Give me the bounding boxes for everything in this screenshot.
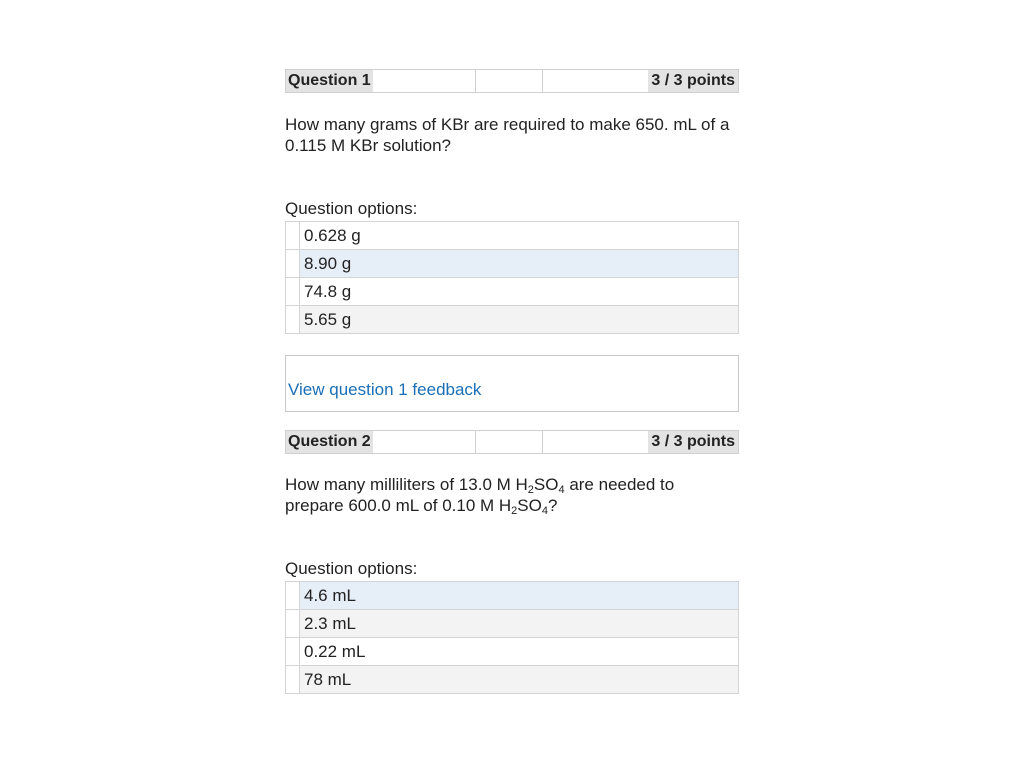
question-1-options-label: Question options: [285, 199, 418, 218]
question-2-option[interactable] [286, 666, 738, 694]
option-marker [286, 250, 300, 277]
question-2-points-cell [543, 431, 738, 453]
question-2-text [285, 474, 725, 516]
option-label: 5.65 g [300, 306, 738, 333]
question-2-text-part: How many milliliters of 13.0 M H [285, 475, 528, 494]
question-2-options-label: Question options: [285, 559, 418, 578]
question-2-text-part: are needed to prepare 600.0 mL of 0.10 M H [285, 475, 675, 515]
question-1-option-selected[interactable] [286, 250, 738, 278]
question-2-text-part: ? [547, 496, 558, 515]
question-1-option[interactable] [286, 306, 738, 334]
question-2-title-cell [286, 431, 476, 453]
option-marker [286, 306, 300, 333]
question-2-header [285, 430, 739, 454]
question-2-title: Question 2 [286, 431, 373, 453]
question-2-empty-cell [476, 431, 543, 453]
question-2-text-part: SO [533, 475, 559, 494]
question-2-option[interactable] [286, 638, 738, 666]
subscript: 2 [527, 484, 534, 496]
option-label: 8.90 g [300, 250, 738, 277]
question-2-text-part: SO [517, 496, 542, 515]
question-2-option-selected[interactable] [286, 582, 738, 610]
question-1-title: Question 1 [286, 70, 373, 92]
question-1-text: How many grams of KBr are required to make 650. mL of a 0.115 M KBr solution? [285, 115, 730, 155]
question-1-title-cell [286, 70, 476, 92]
option-label: 2.3 mL [300, 610, 738, 637]
question-2-points: 3 / 3 points [648, 431, 738, 453]
question-1-options-list [285, 221, 739, 334]
subscript: 4 [558, 484, 565, 496]
option-marker [286, 222, 300, 249]
question-1-feedback-box [285, 355, 739, 412]
question-1-empty-cell [476, 70, 543, 92]
question-1-option[interactable] [286, 278, 738, 306]
option-label: 78 mL [300, 666, 738, 693]
option-marker [286, 582, 300, 609]
question-1-points: 3 / 3 points [648, 70, 738, 92]
subscript: 2 [511, 505, 518, 517]
option-label: 74.8 g [300, 278, 738, 305]
option-label: 4.6 mL [300, 582, 738, 609]
option-marker [286, 610, 300, 637]
question-1-points-cell [543, 70, 738, 92]
option-label: 0.628 g [300, 222, 738, 249]
view-feedback-link[interactable]: View question 1 feedback [288, 380, 482, 399]
option-marker [286, 638, 300, 665]
question-2-options-list [285, 581, 739, 694]
question-2-option[interactable] [286, 610, 738, 638]
option-marker [286, 666, 300, 693]
subscript: 4 [541, 505, 548, 517]
option-label: 0.22 mL [300, 638, 738, 665]
question-1-header [285, 69, 739, 93]
question-1-option[interactable] [286, 222, 738, 250]
option-marker [286, 278, 300, 305]
